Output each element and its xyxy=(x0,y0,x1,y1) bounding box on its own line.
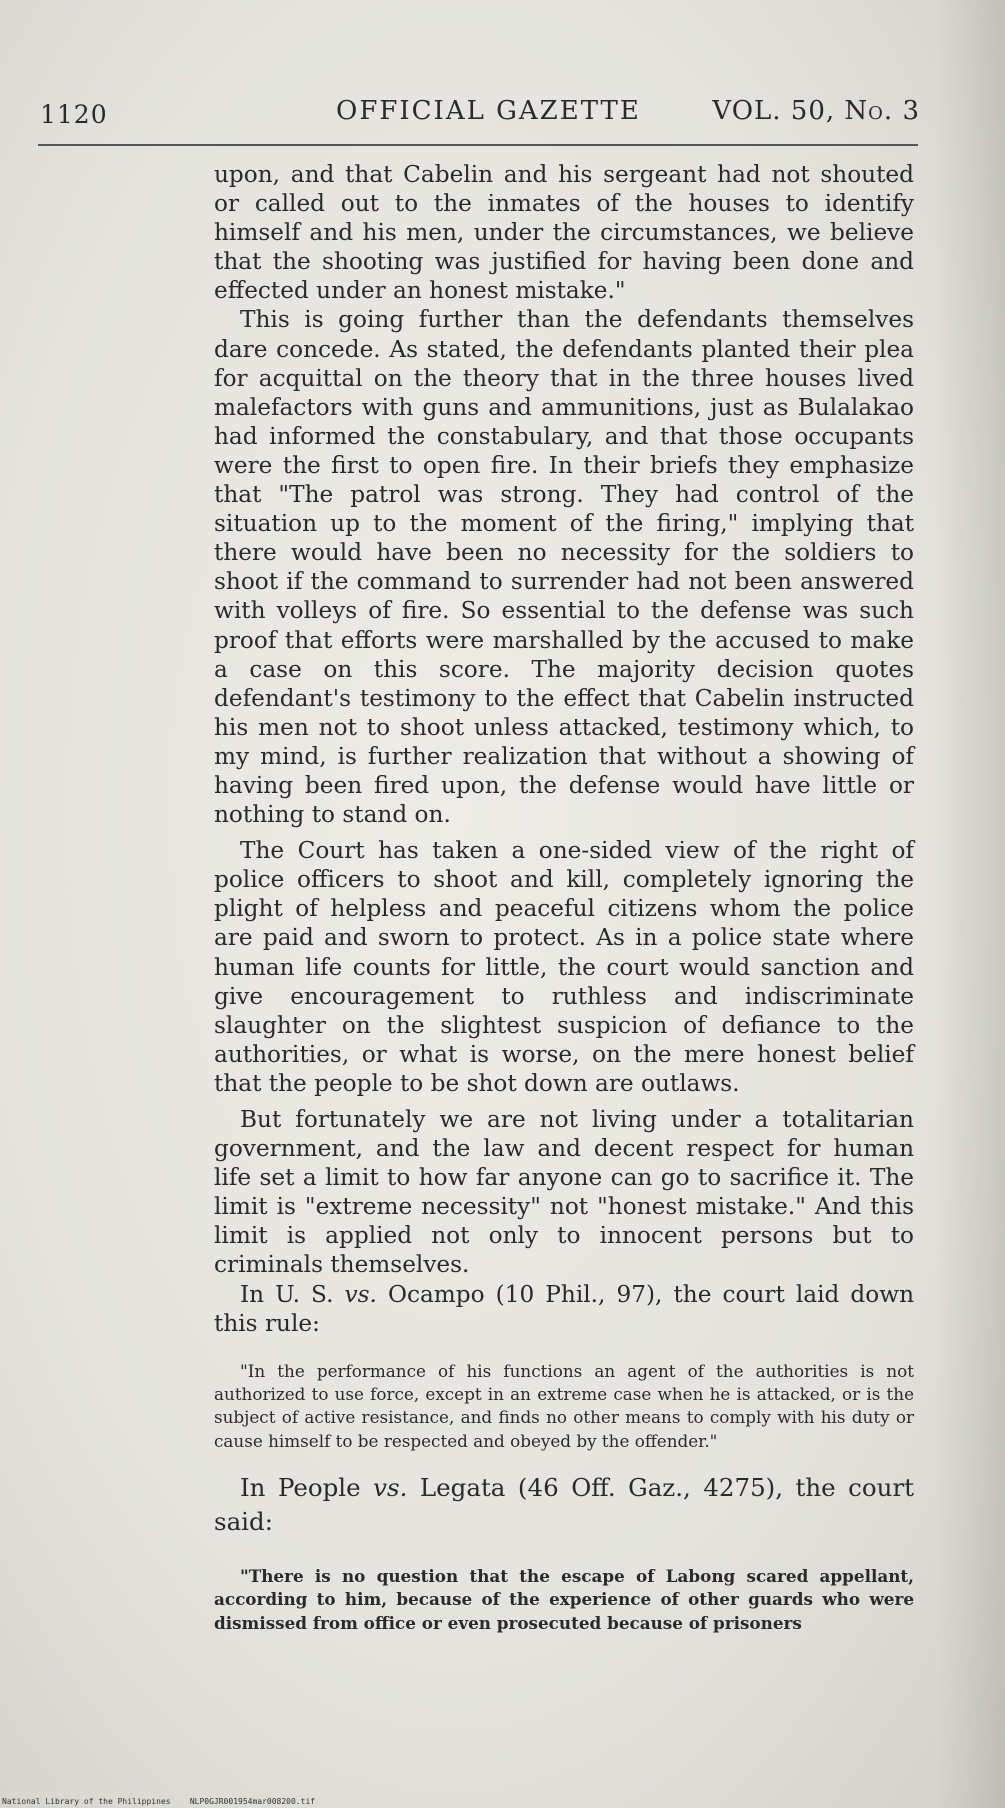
paragraph-5-pre: In U. S. xyxy=(240,1280,345,1308)
page-number: 1120 xyxy=(40,100,108,129)
paragraph-5-versus: vs. xyxy=(344,1280,377,1308)
paragraph-6 xyxy=(214,1471,914,1539)
publication-title: OFFICIAL GAZETTE xyxy=(336,96,641,126)
paragraph-6-pre: In People xyxy=(240,1472,374,1502)
paragraph-5 xyxy=(214,1280,914,1338)
paragraph-6-versus: vs. xyxy=(373,1472,408,1502)
paragraph-6-post: Legata (46 Off. Gaz., 4275), the court said: xyxy=(214,1472,914,1536)
paragraph-5-post: Ocampo (10 Phil., 97), the court laid down this rule: xyxy=(214,1280,915,1337)
paragraph-2: This is going further than the defendants themselves dare concede. As stated, the defendants planted their plea for acquittal on the theory that in the three houses lived malefactors with guns and ammunitions, just as Bulalakao had informed the constabulary, and that those occupants were the first to open fire. In their briefs they emphasize that "The patrol was strong. They had control of the situation up to the moment of the firing," implying that there would have been no necessity for the soldiers to shoot if the command to surrender had not been answered with volleys of fire. So essential to the defense was such proof that efforts were marshalled by the accused to make a case on this score. The majority decision quotes defendant's testimony to the effect that Cabelin instructed his men not to shoot unless attacked, testimony which, to my mind, is further realization that without a showing of having been fired upon, the defense would have little or nothing to stand on. xyxy=(214,306,914,829)
paragraph-1: upon, and that Cabelin and his sergeant had not shouted or called out to the inmates of the houses to identify himself and his men, under the circumstances, we believe that the shooting was justified for having been done and effected under an honest mistake." xyxy=(214,161,914,305)
block-quote-1: "In the performance of his functions an agent of the authorities is not authorized to use force, except in an extreme case when he is attacked, or is the subject of active resistance, and finds no other means to comply with his duty or cause himself to be respected and obeyed by the offender." xyxy=(214,1360,914,1451)
page-header xyxy=(40,96,920,136)
scan-footer xyxy=(2,1797,315,1806)
header-rule xyxy=(38,144,918,146)
body-text xyxy=(214,160,914,1653)
paragraph-4: But fortunately we are not living under a totalitarian government, and the law and decent respect for human life set a limit to how far anyone can go to sacrifice it. The limit is "extreme necessity" not "honest mistake." And this limit is applied not only to innocent persons but to criminals themselves. xyxy=(214,1106,914,1279)
block-quote-2: "There is no question that the escape of Labong scared appellant, according to him, because of the experience of other guards who were dismissed from office or even prosecuted because of prisoners xyxy=(214,1565,914,1633)
volume-number: VOL. 50, No. 3 xyxy=(712,96,920,126)
paragraph-3: The Court has taken a one-sided view of the right of police officers to shoot and kill, completely ignoring the plight of helpless and peaceful citizens whom the police are paid and sworn to protect. As in a police state where human life counts for little, the court would sanction and give encouragement to ruthless and indiscriminate slaughter on the slightest suspicion of defiance to the authorities, or what is worse, on the mere honest belief that the people to be shot down are outlaws. xyxy=(214,837,914,1097)
footer-file: NLP0GJR001954mar008200.tif xyxy=(189,1797,316,1806)
footer-library: National Library of the Philippines xyxy=(2,1797,171,1806)
